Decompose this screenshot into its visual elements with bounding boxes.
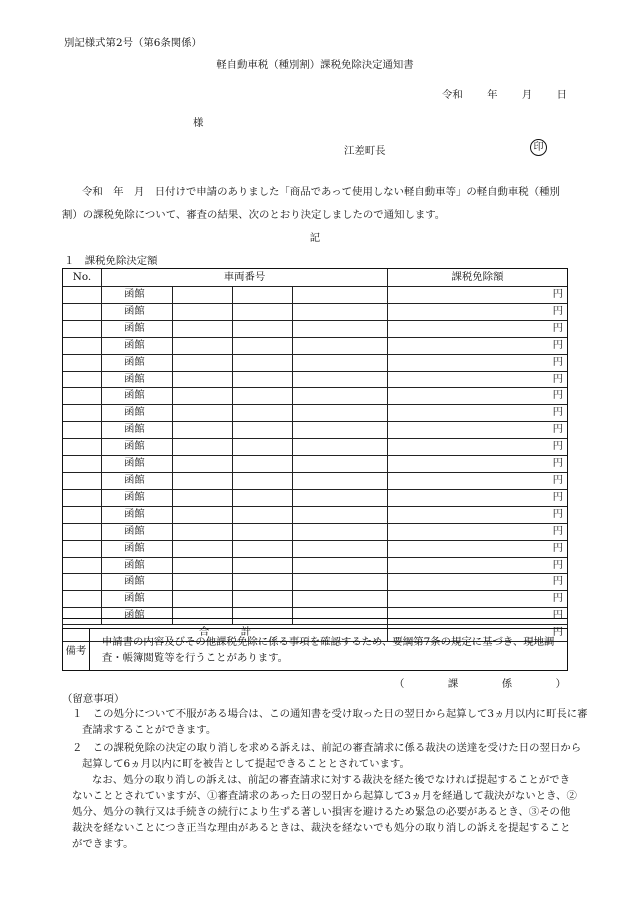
plate-kana-cell (233, 354, 293, 371)
table-row (63, 388, 568, 405)
issuer: 江差町長 (344, 145, 386, 157)
amount-cell: 円 (388, 506, 568, 523)
amount-cell: 円 (388, 371, 568, 388)
row-no-cell (63, 287, 102, 304)
amount-cell: 円 (388, 337, 568, 354)
amount-cell: 円 (388, 405, 568, 422)
plate-number-cell (293, 287, 388, 304)
plate-class-cell (173, 472, 233, 489)
row-no-cell (63, 523, 102, 540)
table-row (63, 489, 568, 506)
department-kakari: 係 (501, 678, 513, 690)
table-row (63, 608, 568, 625)
plate-class-cell (173, 320, 233, 337)
plate-kana-cell (233, 337, 293, 354)
plate-region-cell: 函館 (102, 388, 173, 405)
amount-cell: 円 (388, 608, 568, 625)
header-amount: 課税免除額 (388, 269, 568, 287)
form-id: 別記様式第2号（第6条関係） (64, 37, 202, 49)
addressee-suffix: 様 (193, 117, 204, 129)
plate-region-cell: 函館 (102, 303, 173, 320)
plate-kana-cell (233, 439, 293, 456)
amount-cell: 円 (388, 591, 568, 608)
plate-class-cell (173, 303, 233, 320)
plate-kana-cell (233, 405, 293, 422)
plate-region-cell: 函館 (102, 608, 173, 625)
amount-cell: 円 (388, 472, 568, 489)
plate-region-cell: 函館 (102, 337, 173, 354)
plate-region-cell: 函館 (102, 489, 173, 506)
department-open: （ (394, 678, 405, 690)
row-no-cell (63, 354, 102, 371)
row-no-cell (63, 388, 102, 405)
plate-kana-cell (233, 557, 293, 574)
amount-cell: 円 (388, 456, 568, 473)
table-row (63, 422, 568, 439)
row-no-cell (63, 608, 102, 625)
plate-region-cell: 函館 (102, 574, 173, 591)
plate-region-cell: 函館 (102, 472, 173, 489)
plate-kana-cell (233, 574, 293, 591)
plate-kana-cell (233, 388, 293, 405)
table-row (63, 320, 568, 337)
date-day: 日 (556, 89, 567, 101)
table-row (63, 591, 568, 608)
plate-class-cell (173, 557, 233, 574)
document-title: 軽自動車税（種別割）課税免除決定通知書 (216, 59, 414, 71)
plate-region-cell: 函館 (102, 591, 173, 608)
note-item: ２ この課税免除の決定の取り消しを求める訴えは、前記の審査請求に係る裁決の送達を受けた日の翌日から起算して6ヵ月以内に町を被告として提起できることとされています。 (72, 742, 582, 770)
remarks-label: 備考 (63, 629, 90, 670)
plate-region-cell: 函館 (102, 540, 173, 557)
plate-number-cell (293, 439, 388, 456)
table-row (63, 354, 568, 371)
amount-cell: 円 (388, 354, 568, 371)
row-no-cell (63, 303, 102, 320)
plate-class-cell (173, 287, 233, 304)
plate-kana-cell (233, 287, 293, 304)
amount-cell: 円 (388, 439, 568, 456)
plate-number-cell (293, 388, 388, 405)
plate-number-cell (293, 574, 388, 591)
table-row (63, 523, 568, 540)
plate-class-cell (173, 506, 233, 523)
seal-mark: 印 (530, 139, 547, 156)
plate-number-cell (293, 557, 388, 574)
amount-cell: 円 (388, 540, 568, 557)
plate-class-cell (173, 388, 233, 405)
date-line (442, 86, 567, 101)
plate-class-cell (173, 540, 233, 557)
row-no-cell (63, 489, 102, 506)
table-row (63, 574, 568, 591)
plate-number-cell (293, 303, 388, 320)
note-item: なお、処分の取り消しの訴えは、前記の審査請求に対する裁決を経た後でなければ提起することができないこととされていますが、①審査請求のあった日の翌日から起算して3ヵ月を経過して裁決がないとき、②処分、処分の執行又は手続きの続行により生ずる著しい損害を避けるため緊急の必要があるとき、③その他裁決を経ないことにつき正当な理由があるときは、裁決を経ないでも処分の取り消しの訴えを提起することができます。 (72, 774, 577, 850)
plate-class-cell (173, 337, 233, 354)
plate-number-cell (293, 523, 388, 540)
remarks-text: 申請書の内容及びその他課税免除に係る事項を確認するため、要綱第7条の規定に基づき、現地調査・帳簿閲覧等を行うことがあります。 (101, 636, 555, 664)
date-month: 月 (521, 89, 533, 101)
amount-cell: 円 (388, 320, 568, 337)
row-no-cell (63, 472, 102, 489)
plate-kana-cell (233, 506, 293, 523)
row-no-cell (63, 456, 102, 473)
table-row (63, 506, 568, 523)
amount-cell: 円 (388, 574, 568, 591)
table-row (63, 337, 568, 354)
exemption-table (62, 268, 568, 642)
plate-number-cell (293, 320, 388, 337)
plate-number-cell (293, 472, 388, 489)
table-header (63, 269, 568, 287)
plate-region-cell: 函館 (102, 320, 173, 337)
plate-kana-cell (233, 320, 293, 337)
plate-region-cell: 函館 (102, 506, 173, 523)
plate-region-cell: 函館 (102, 371, 173, 388)
plate-kana-cell (233, 303, 293, 320)
table-row (63, 405, 568, 422)
row-no-cell (63, 320, 102, 337)
plate-class-cell (173, 422, 233, 439)
plate-class-cell (173, 489, 233, 506)
table-row (63, 439, 568, 456)
table-row (63, 456, 568, 473)
ki-mark: 記 (309, 232, 321, 244)
plate-number-cell (293, 337, 388, 354)
plate-number-cell (293, 405, 388, 422)
plate-class-cell (173, 574, 233, 591)
plate-kana-cell (233, 472, 293, 489)
plate-number-cell (293, 591, 388, 608)
plate-region-cell: 函館 (102, 422, 173, 439)
row-no-cell (63, 557, 102, 574)
row-no-cell (63, 371, 102, 388)
plate-number-cell (293, 489, 388, 506)
date-era: 令和 (442, 89, 463, 101)
date-year: 年 (487, 89, 498, 101)
table-row (63, 371, 568, 388)
department-ka: 課 (447, 678, 459, 690)
row-no-cell (63, 422, 102, 439)
plate-class-cell (173, 591, 233, 608)
plate-number-cell (293, 608, 388, 625)
plate-class-cell (173, 371, 233, 388)
notes-heading: （留意事項） (62, 693, 125, 705)
amount-cell: 円 (388, 287, 568, 304)
plate-class-cell (173, 523, 233, 540)
plate-class-cell (173, 456, 233, 473)
plate-region-cell: 函館 (102, 456, 173, 473)
plate-kana-cell (233, 591, 293, 608)
header-vehicle: 車両番号 (102, 269, 388, 287)
plate-kana-cell (233, 489, 293, 506)
amount-cell: 円 (388, 489, 568, 506)
plate-class-cell (173, 354, 233, 371)
amount-cell: 円 (388, 303, 568, 320)
table-row (63, 472, 568, 489)
plate-number-cell (293, 422, 388, 439)
plate-number-cell (293, 506, 388, 523)
plate-number-cell (293, 354, 388, 371)
plate-region-cell: 函館 (102, 405, 173, 422)
table-row (63, 287, 568, 304)
plate-kana-cell (233, 422, 293, 439)
plate-kana-cell (233, 608, 293, 625)
plate-number-cell (293, 540, 388, 557)
plate-class-cell (173, 405, 233, 422)
row-no-cell (63, 591, 102, 608)
table-row (63, 540, 568, 557)
plate-number-cell (293, 456, 388, 473)
remarks-box (62, 628, 568, 671)
row-no-cell (63, 574, 102, 591)
section-title: １ 課税免除決定額 (64, 255, 158, 267)
row-no-cell (63, 506, 102, 523)
amount-cell: 円 (388, 388, 568, 405)
amount-cell: 円 (388, 523, 568, 540)
plate-region-cell: 函館 (102, 439, 173, 456)
plate-kana-cell (233, 371, 293, 388)
row-no-cell (63, 540, 102, 557)
table-row (63, 557, 568, 574)
total-amount: 円 (388, 625, 568, 642)
row-no-cell (63, 405, 102, 422)
total-label: 合 計 (63, 625, 388, 642)
plate-kana-cell (233, 523, 293, 540)
department-line (394, 675, 566, 690)
row-no-cell (63, 439, 102, 456)
plate-region-cell: 函館 (102, 354, 173, 371)
plate-region-cell: 函館 (102, 287, 173, 304)
plate-number-cell (293, 371, 388, 388)
amount-cell: 円 (388, 557, 568, 574)
note-item: １ この処分について不服がある場合は、この通知書を受け取った日の翌日から起算して3ヵ月以内に町長に審査請求することができます。 (72, 708, 588, 736)
body-text: 令和 年 月 日付けで申請のありました「商品であって使用しない軽自動車等」の軽自動車税（種別割）の課税免除について、審査の結果、次のとおり決定しましたので通知します。 (62, 186, 560, 221)
plate-class-cell (173, 608, 233, 625)
plate-kana-cell (233, 540, 293, 557)
header-no: No. (63, 269, 102, 287)
plate-region-cell: 函館 (102, 557, 173, 574)
row-no-cell (63, 337, 102, 354)
plate-class-cell (173, 439, 233, 456)
table-row (63, 303, 568, 320)
amount-cell: 円 (388, 422, 568, 439)
plate-region-cell: 函館 (102, 523, 173, 540)
department-close: ） (555, 678, 566, 690)
plate-kana-cell (233, 456, 293, 473)
